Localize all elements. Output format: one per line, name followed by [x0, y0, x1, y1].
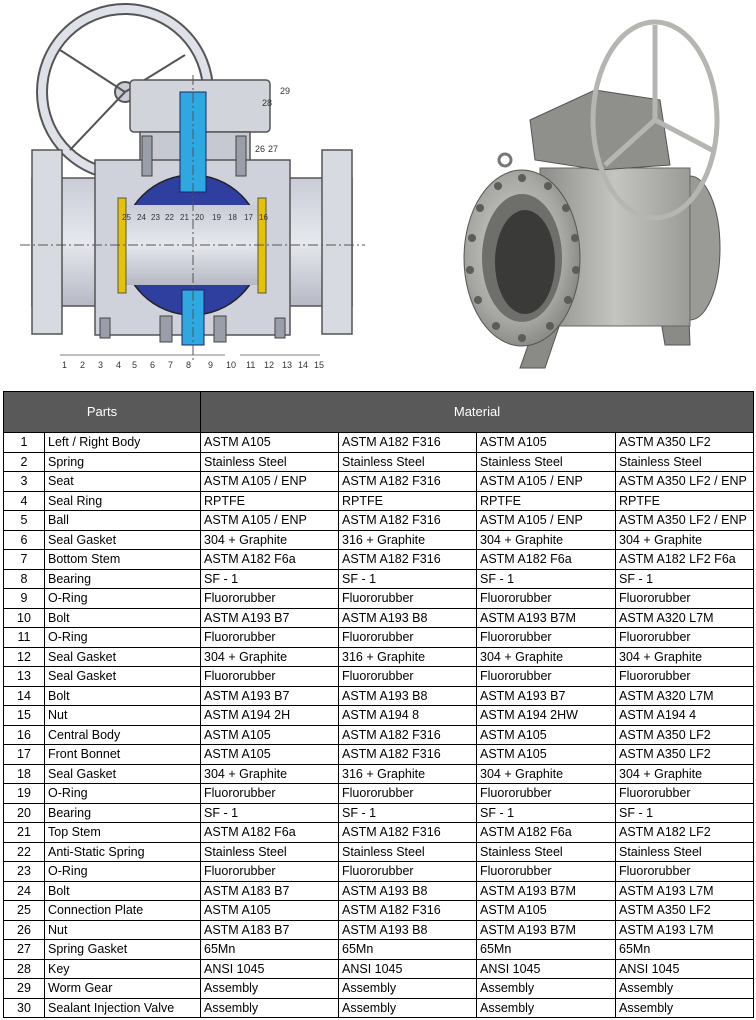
cell-part: Bearing	[45, 803, 201, 823]
cell-number: 13	[4, 667, 45, 687]
callout-7: 7	[168, 360, 174, 370]
cell-material-4: ASTM A320 L7M	[616, 608, 754, 628]
cell-material-1: Fluororubber	[201, 667, 339, 687]
cell-part: Connection Plate	[45, 901, 201, 921]
cell-material-1: Fluororubber	[201, 784, 339, 804]
cell-number: 1	[4, 433, 45, 453]
cell-material-4: 304 + Graphite	[616, 530, 754, 550]
cell-material-4: Stainless Steel	[616, 452, 754, 472]
cell-material-4: Fluororubber	[616, 628, 754, 648]
cell-material-3: Fluororubber	[477, 628, 616, 648]
cell-part: Bottom Stem	[45, 550, 201, 570]
table-row	[4, 491, 754, 511]
table-row	[4, 823, 754, 843]
cell-material-2: ASTM A182 F316	[339, 725, 477, 745]
cell-material-2: ANSI 1045	[339, 959, 477, 979]
cell-number: 30	[4, 998, 45, 1018]
cell-part: Bolt	[45, 608, 201, 628]
cell-material-4: ASTM A194 4	[616, 706, 754, 726]
cell-material-4: Fluororubber	[616, 667, 754, 687]
valve-illustrations	[0, 0, 756, 390]
cell-material-2: ASTM A193 B8	[339, 881, 477, 901]
cell-material-3: 304 + Graphite	[477, 530, 616, 550]
cell-number: 26	[4, 920, 45, 940]
table-row	[4, 862, 754, 882]
cell-part: Seal Gasket	[45, 647, 201, 667]
cell-material-1: ASTM A182 F6a	[201, 823, 339, 843]
cell-material-1: Fluororubber	[201, 862, 339, 882]
cell-material-1: RPTFE	[201, 491, 339, 511]
cell-part: Top Stem	[45, 823, 201, 843]
cell-material-2: ASTM A182 F316	[339, 550, 477, 570]
callout-10: 10	[226, 360, 237, 370]
cell-material-3: ASTM A105	[477, 745, 616, 765]
cell-material-3: Fluororubber	[477, 784, 616, 804]
parts-material-table	[3, 391, 754, 1018]
cell-part: Seal Ring	[45, 491, 201, 511]
cell-material-2: 316 + Graphite	[339, 530, 477, 550]
cell-part: Bolt	[45, 881, 201, 901]
cell-number: 23	[4, 862, 45, 882]
cell-material-3: Fluororubber	[477, 667, 616, 687]
table-row	[4, 881, 754, 901]
callout-16: 16	[259, 213, 268, 222]
callout-18: 18	[228, 213, 237, 222]
callout-6: 6	[150, 360, 156, 370]
cell-material-4: ASTM A350 LF2	[616, 745, 754, 765]
cell-material-4: SF - 1	[616, 569, 754, 589]
cell-material-1: ASTM A105	[201, 901, 339, 921]
cross-section-diagram	[20, 4, 365, 370]
cell-material-1: ASTM A183 B7	[201, 920, 339, 940]
callout-23: 23	[151, 213, 160, 222]
cell-material-4: ASTM A350 LF2 / ENP	[616, 511, 754, 531]
cell-part: Sealant Injection Valve	[45, 998, 201, 1018]
table-row	[4, 550, 754, 570]
cell-material-3: 304 + Graphite	[477, 647, 616, 667]
callout-20: 20	[195, 213, 204, 222]
cell-material-4: ASTM A182 LF2	[616, 823, 754, 843]
table-row	[4, 706, 754, 726]
cell-material-1: Fluororubber	[201, 628, 339, 648]
table-row	[4, 667, 754, 687]
cell-material-4: 304 + Graphite	[616, 764, 754, 784]
cell-number: 7	[4, 550, 45, 570]
cell-material-4: Fluororubber	[616, 589, 754, 609]
callout-8: 8	[186, 360, 192, 370]
cell-material-4: Fluororubber	[616, 784, 754, 804]
cell-material-2: Assembly	[339, 998, 477, 1018]
table-row	[4, 745, 754, 765]
cell-material-2: Stainless Steel	[339, 842, 477, 862]
callout-2: 2	[80, 360, 86, 370]
cell-material-1: ASTM A105 / ENP	[201, 472, 339, 492]
table-row	[4, 472, 754, 492]
cell-part: O-Ring	[45, 784, 201, 804]
cell-number: 19	[4, 784, 45, 804]
table-row	[4, 784, 754, 804]
cell-material-3: Stainless Steel	[477, 452, 616, 472]
cell-material-4: ASTM A350 LF2	[616, 901, 754, 921]
callout-19: 19	[212, 213, 221, 222]
cell-part: Seal Gasket	[45, 667, 201, 687]
cell-material-3: ASTM A193 B7M	[477, 920, 616, 940]
cell-material-2: Stainless Steel	[339, 452, 477, 472]
callout-26: 26	[255, 144, 266, 154]
header-material: Material	[201, 392, 754, 433]
cell-material-2: Fluororubber	[339, 589, 477, 609]
cell-part: Front Bonnet	[45, 745, 201, 765]
cell-material-3: Assembly	[477, 998, 616, 1018]
cell-material-2: ASTM A193 B8	[339, 608, 477, 628]
cell-material-3: ASTM A193 B7M	[477, 881, 616, 901]
cell-part: Seal Gasket	[45, 764, 201, 784]
cell-part: Anti-Static Spring	[45, 842, 201, 862]
cell-part: Spring Gasket	[45, 940, 201, 960]
table-row	[4, 920, 754, 940]
table-row	[4, 686, 754, 706]
cell-material-2: 65Mn	[339, 940, 477, 960]
cell-number: 8	[4, 569, 45, 589]
cell-material-2: ASTM A182 F316	[339, 472, 477, 492]
cell-material-2: ASTM A194 8	[339, 706, 477, 726]
cell-material-1: ASTM A105	[201, 433, 339, 453]
cell-material-2: RPTFE	[339, 491, 477, 511]
callout-1: 1	[62, 360, 68, 370]
cell-number: 11	[4, 628, 45, 648]
cell-part: Nut	[45, 706, 201, 726]
cell-part: O-Ring	[45, 628, 201, 648]
cell-material-3: ASTM A182 F6a	[477, 823, 616, 843]
callout-24: 24	[137, 213, 146, 222]
cell-number: 5	[4, 511, 45, 531]
cell-material-3: ASTM A105 / ENP	[477, 511, 616, 531]
valve-photo	[464, 22, 720, 368]
cell-number: 9	[4, 589, 45, 609]
cell-material-2: Fluororubber	[339, 862, 477, 882]
cell-material-3: ASTM A193 B7M	[477, 608, 616, 628]
cell-material-4: Assembly	[616, 998, 754, 1018]
valve-figure	[0, 0, 756, 390]
cell-material-4: ASTM A182 LF2 F6a	[616, 550, 754, 570]
cell-material-2: SF - 1	[339, 803, 477, 823]
callout-13: 13	[282, 360, 293, 370]
cell-number: 21	[4, 823, 45, 843]
cell-material-3: Assembly	[477, 979, 616, 999]
cell-number: 4	[4, 491, 45, 511]
table-row	[4, 842, 754, 862]
cell-material-3: ASTM A194 2HW	[477, 706, 616, 726]
table-row	[4, 940, 754, 960]
cell-material-1: ASTM A193 B7	[201, 686, 339, 706]
cell-material-1: Fluororubber	[201, 589, 339, 609]
cell-material-1: ASTM A183 B7	[201, 881, 339, 901]
cell-material-1: ASTM A105	[201, 745, 339, 765]
callout-14: 14	[298, 360, 309, 370]
cell-part: Key	[45, 959, 201, 979]
table-header-row	[4, 392, 754, 433]
cell-number: 18	[4, 764, 45, 784]
cell-material-4: ANSI 1045	[616, 959, 754, 979]
cell-part: Spring	[45, 452, 201, 472]
cell-material-1: Assembly	[201, 979, 339, 999]
cell-material-3: 65Mn	[477, 940, 616, 960]
callout-21: 21	[180, 213, 189, 222]
table-row	[4, 569, 754, 589]
callout-15: 15	[314, 360, 325, 370]
header-parts: Parts	[4, 392, 201, 433]
cell-material-1: 304 + Graphite	[201, 764, 339, 784]
cell-material-3: Stainless Steel	[477, 842, 616, 862]
callout-22: 22	[165, 213, 174, 222]
cell-material-2: ASTM A182 F316	[339, 823, 477, 843]
cell-material-3: ASTM A193 B7	[477, 686, 616, 706]
callout-12: 12	[264, 360, 275, 370]
cell-material-4: RPTFE	[616, 491, 754, 511]
cell-material-4: 304 + Graphite	[616, 647, 754, 667]
cell-material-4: Stainless Steel	[616, 842, 754, 862]
cell-part: Nut	[45, 920, 201, 940]
callout-9: 9	[208, 360, 214, 370]
cell-material-2: Fluororubber	[339, 628, 477, 648]
cell-material-3: RPTFE	[477, 491, 616, 511]
cell-number: 6	[4, 530, 45, 550]
callout-29: 29	[280, 86, 291, 96]
cell-material-4: ASTM A193 L7M	[616, 881, 754, 901]
cell-material-1: 65Mn	[201, 940, 339, 960]
cell-material-2: 316 + Graphite	[339, 764, 477, 784]
cell-material-1: Stainless Steel	[201, 452, 339, 472]
cell-number: 22	[4, 842, 45, 862]
table-row	[4, 530, 754, 550]
cell-material-1: Assembly	[201, 998, 339, 1018]
table-row	[4, 725, 754, 745]
cell-material-3: ASTM A105	[477, 901, 616, 921]
cell-material-2: Fluororubber	[339, 667, 477, 687]
cell-part: Central Body	[45, 725, 201, 745]
callout-11: 11	[246, 360, 256, 370]
cell-number: 24	[4, 881, 45, 901]
cell-material-1: SF - 1	[201, 803, 339, 823]
cell-material-1: SF - 1	[201, 569, 339, 589]
cell-number: 20	[4, 803, 45, 823]
cell-material-1: ASTM A193 B7	[201, 608, 339, 628]
table-row	[4, 764, 754, 784]
callout-27: 27	[268, 144, 279, 154]
table-row	[4, 901, 754, 921]
table-row	[4, 433, 754, 453]
cell-material-1: 304 + Graphite	[201, 647, 339, 667]
cell-material-3: ASTM A105	[477, 433, 616, 453]
cell-material-4: ASTM A320 L7M	[616, 686, 754, 706]
callout-28: 28	[262, 98, 273, 108]
cell-number: 2	[4, 452, 45, 472]
cell-material-2: ASTM A193 B8	[339, 686, 477, 706]
cell-material-2: SF - 1	[339, 569, 477, 589]
cell-material-2: Fluororubber	[339, 784, 477, 804]
cell-part: O-Ring	[45, 862, 201, 882]
table-row	[4, 628, 754, 648]
cell-number: 29	[4, 979, 45, 999]
callout-25: 25	[122, 213, 131, 222]
cell-material-4: ASTM A350 LF2 / ENP	[616, 472, 754, 492]
cell-material-1: ASTM A105	[201, 725, 339, 745]
cell-material-3: Fluororubber	[477, 589, 616, 609]
cell-material-3: 304 + Graphite	[477, 764, 616, 784]
cell-number: 15	[4, 706, 45, 726]
cell-number: 17	[4, 745, 45, 765]
table-row	[4, 998, 754, 1018]
cell-material-3: SF - 1	[477, 803, 616, 823]
cell-number: 14	[4, 686, 45, 706]
cell-material-1: ASTM A182 F6a	[201, 550, 339, 570]
table-row	[4, 803, 754, 823]
cell-material-2: ASTM A182 F316	[339, 433, 477, 453]
cell-material-3: ASTM A182 F6a	[477, 550, 616, 570]
cell-number: 16	[4, 725, 45, 745]
cell-material-1: ASTM A194 2H	[201, 706, 339, 726]
cell-material-1: ANSI 1045	[201, 959, 339, 979]
cell-part: Worm Gear	[45, 979, 201, 999]
cell-material-2: Assembly	[339, 979, 477, 999]
cell-material-4: ASTM A193 L7M	[616, 920, 754, 940]
callout-4: 4	[116, 360, 122, 370]
cell-material-2: 316 + Graphite	[339, 647, 477, 667]
cell-material-2: ASTM A182 F316	[339, 511, 477, 531]
table-row	[4, 959, 754, 979]
cell-part: Bolt	[45, 686, 201, 706]
cell-material-3: ANSI 1045	[477, 959, 616, 979]
cell-number: 3	[4, 472, 45, 492]
callout-5: 5	[132, 360, 138, 370]
cell-part: Seat	[45, 472, 201, 492]
cell-part: O-Ring	[45, 589, 201, 609]
cell-number: 25	[4, 901, 45, 921]
callout-17: 17	[244, 213, 253, 222]
cell-number: 28	[4, 959, 45, 979]
cell-number: 27	[4, 940, 45, 960]
cell-material-1: ASTM A105 / ENP	[201, 511, 339, 531]
cell-material-4: ASTM A350 LF2	[616, 725, 754, 745]
cell-material-3: SF - 1	[477, 569, 616, 589]
cell-material-2: ASTM A182 F316	[339, 901, 477, 921]
cell-material-4: Fluororubber	[616, 862, 754, 882]
table-row	[4, 979, 754, 999]
table-row	[4, 511, 754, 531]
cell-material-4: ASTM A350 LF2	[616, 433, 754, 453]
cell-material-2: ASTM A182 F316	[339, 745, 477, 765]
table-row	[4, 589, 754, 609]
table-row	[4, 452, 754, 472]
cell-part: Bearing	[45, 569, 201, 589]
cell-material-4: SF - 1	[616, 803, 754, 823]
cell-material-1: Stainless Steel	[201, 842, 339, 862]
cell-material-3: ASTM A105 / ENP	[477, 472, 616, 492]
table-row	[4, 608, 754, 628]
cell-number: 10	[4, 608, 45, 628]
table-row	[4, 647, 754, 667]
cell-part: Left / Right Body	[45, 433, 201, 453]
cell-material-4: 65Mn	[616, 940, 754, 960]
cell-material-3: ASTM A105	[477, 725, 616, 745]
cell-part: Ball	[45, 511, 201, 531]
callout-3: 3	[98, 360, 104, 370]
cell-material-1: 304 + Graphite	[201, 530, 339, 550]
cell-part: Seal Gasket	[45, 530, 201, 550]
cell-material-3: Fluororubber	[477, 862, 616, 882]
cell-material-2: ASTM A193 B8	[339, 920, 477, 940]
cell-material-4: Assembly	[616, 979, 754, 999]
cell-number: 12	[4, 647, 45, 667]
